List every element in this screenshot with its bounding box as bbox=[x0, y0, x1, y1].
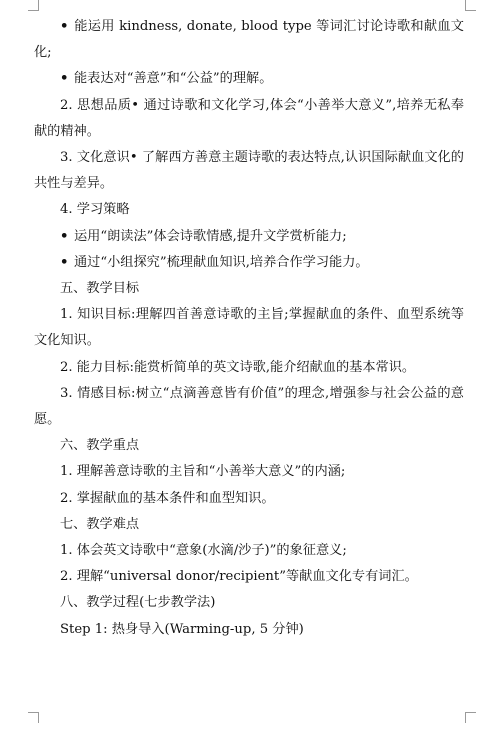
paragraph-key-point-2: 2. 掌握献血的基本条件和血型知识。 bbox=[60, 490, 275, 506]
crop-mark-bottom-right bbox=[465, 712, 476, 723]
paragraph-knowledge-objective: 1. 知识目标:理解四首善意诗歌的主旨;掌握献血的条件、血型系统等文化知识。 bbox=[34, 307, 464, 349]
crop-mark-top-left bbox=[28, 0, 39, 11]
bullet-item-reading-method: • 运用“朗读法”体会诗歌情感,提升文学赏析能力; bbox=[34, 224, 464, 250]
paragraph-thinking-quality: 2. 思想品质• 通过诗歌和文化学习,体会“小善举大意义”,培养无私奉献的精神。 bbox=[34, 97, 464, 139]
heading-learning-strategy: 4. 学习策略 bbox=[60, 202, 130, 218]
paragraph-emotion-objective: 3. 情感目标:树立“点滴善意皆有价值”的理念,增强参与社会公益的意愿。 bbox=[34, 385, 464, 428]
crop-mark-bottom-left bbox=[28, 712, 39, 723]
bullet-item-group-inquiry: • 通过“小组探究”梳理献血知识,培养合作学习能力。 bbox=[34, 250, 464, 276]
paragraph-difficulty-2: 2. 理解“universal donor/recipient”等献血文化专有词汇。 bbox=[60, 569, 418, 585]
bullet-item-vocabulary: • 能运用 kindness, donate, blood type 等词汇讨论诗歌和献血文化; bbox=[34, 14, 464, 66]
paragraph-cultural-awareness: 3. 文化意识• 了解西方善意主题诗歌的表达特点,认识国际献血文化的共性与差异。 bbox=[34, 150, 464, 192]
section-heading-key-points: 六、教学重点 bbox=[60, 438, 140, 454]
crop-mark-top-right bbox=[465, 0, 476, 11]
section-heading-teaching-process: 八、教学过程(七步教学法) bbox=[60, 595, 216, 611]
bullet-item-understanding: • 能表达对“善意”和“公益”的理解。 bbox=[34, 66, 464, 92]
section-heading-difficulties: 七、教学难点 bbox=[60, 516, 140, 532]
paragraph-step-1: Step 1: 热身导入(Warming-up, 5 分钟) bbox=[60, 621, 304, 637]
paragraph-difficulty-1: 1. 体会英文诗歌中“意象(水滴/沙子)”的象征意义; bbox=[60, 543, 347, 559]
document-body bbox=[34, 14, 464, 643]
paragraph-key-point-1: 1. 理解善意诗歌的主旨和“小善举大意义”的内涵; bbox=[60, 464, 346, 480]
paragraph-ability-objective: 2. 能力目标:能赏析简单的英文诗歌,能介绍献血的基本常识。 bbox=[60, 359, 416, 375]
section-heading-teaching-objectives: 五、教学目标 bbox=[60, 281, 140, 297]
